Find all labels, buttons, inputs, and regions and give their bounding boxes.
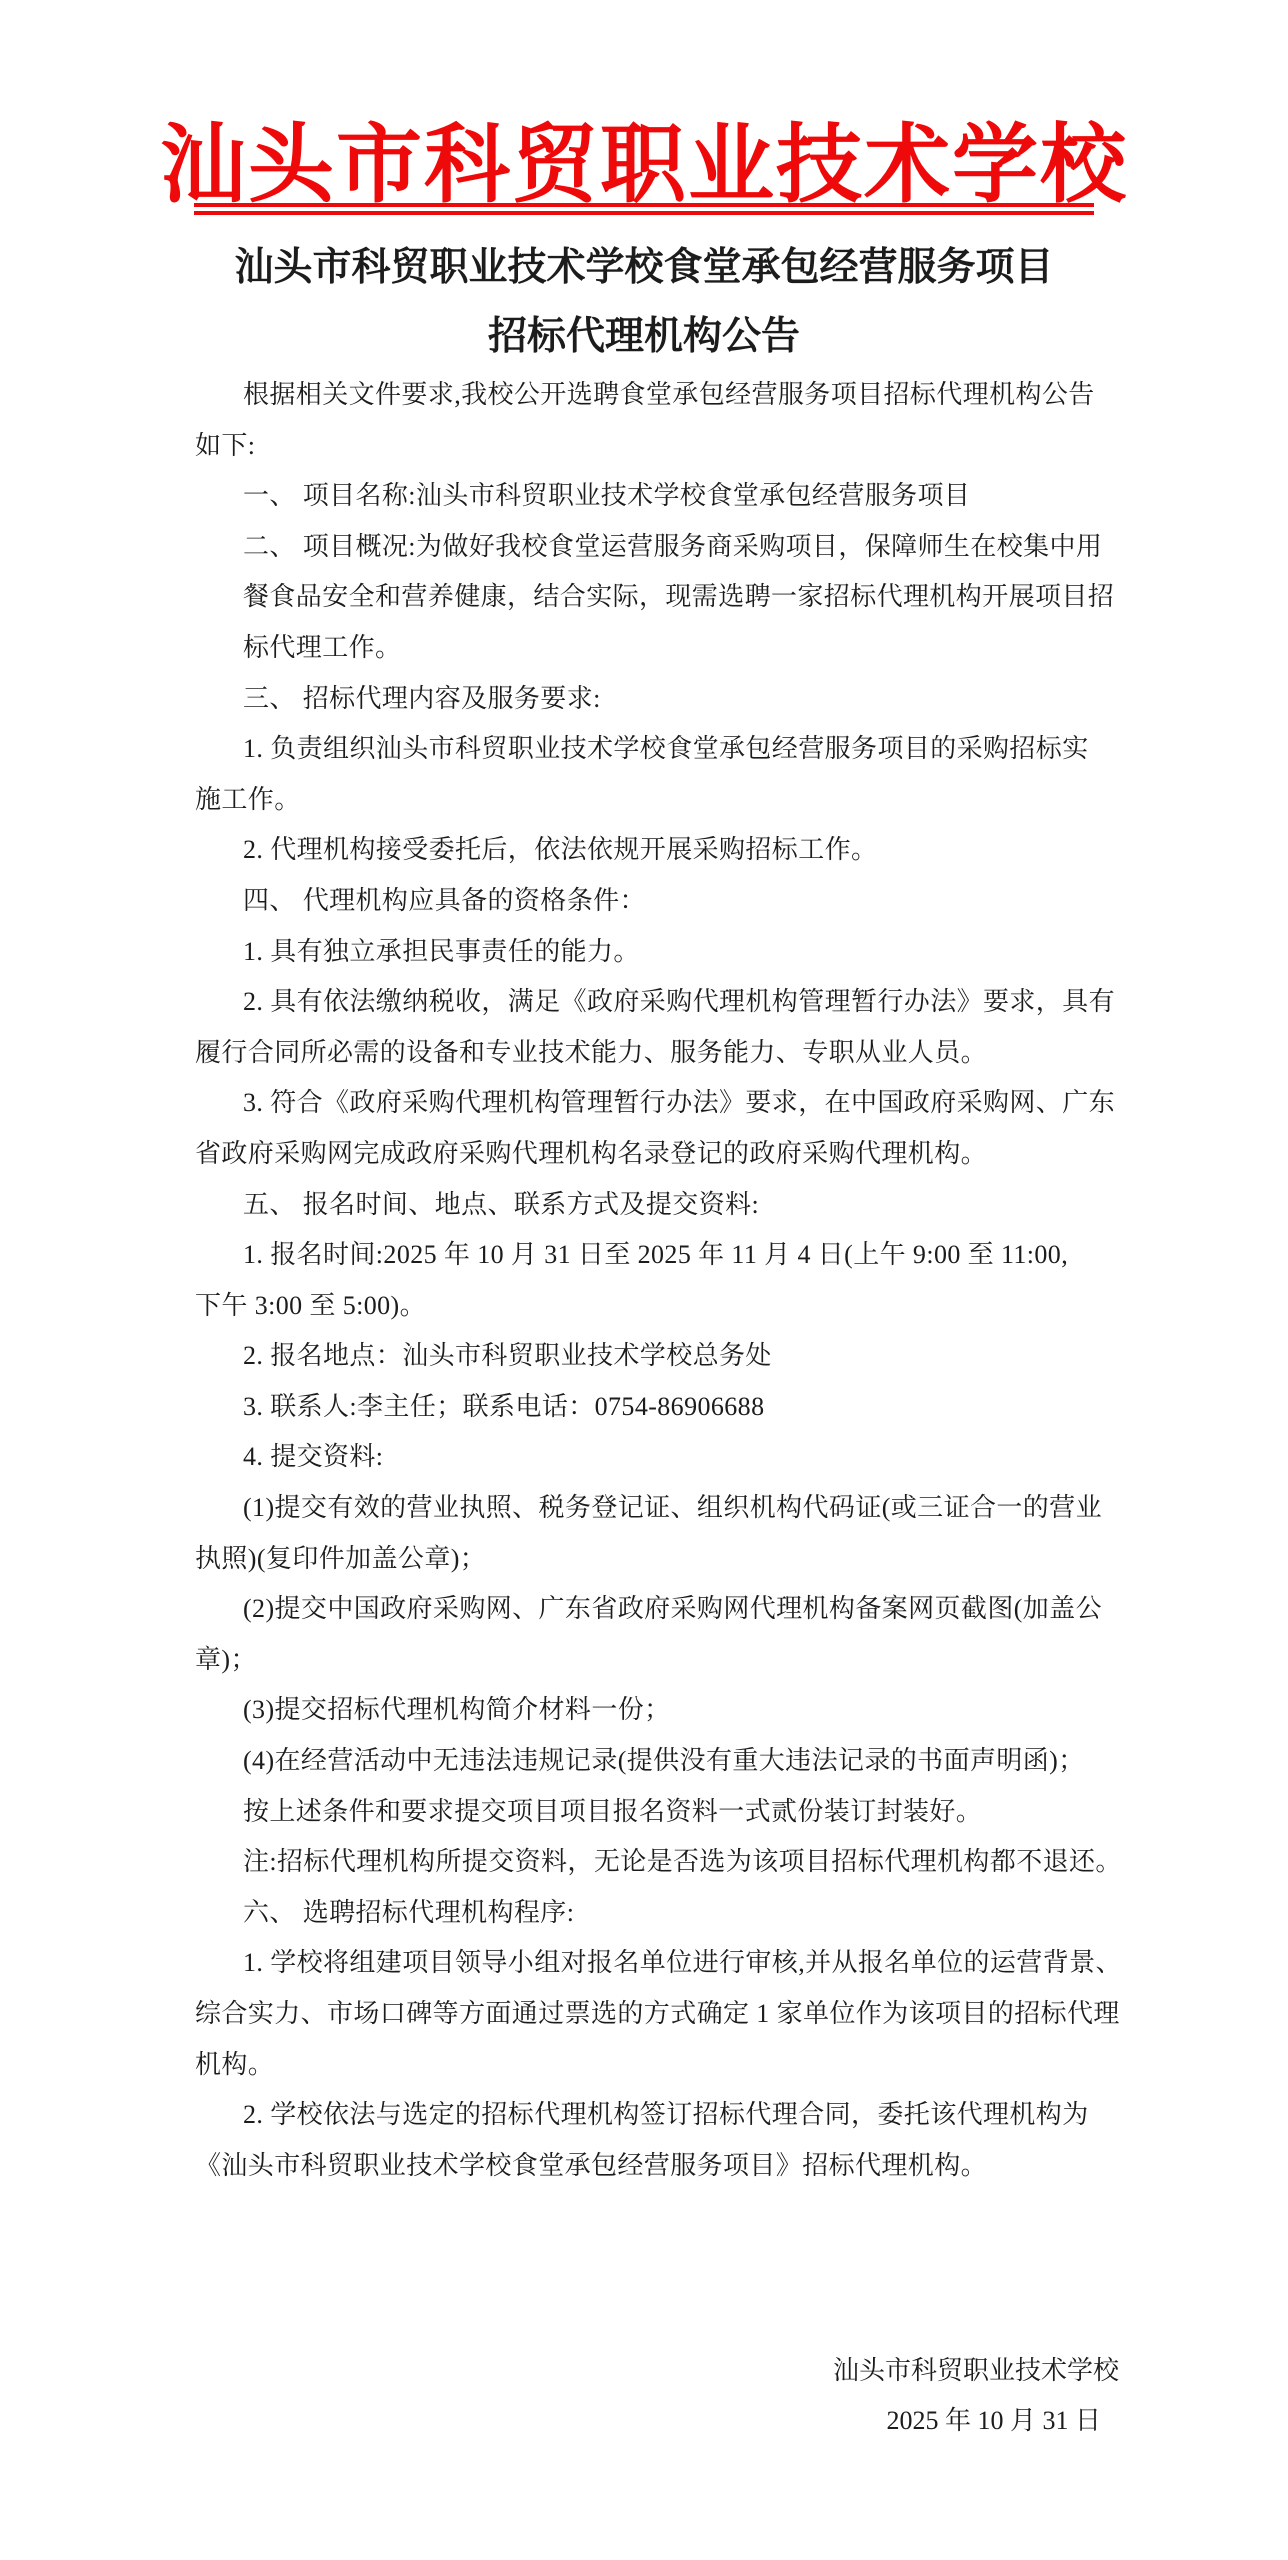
body-line: 机构。	[195, 2049, 275, 2079]
signature-date: 2025 年 10 月 31 日	[886, 2406, 1101, 2435]
body-line: 1. 负责组织汕头市科贸职业技术学校食堂承包经营服务项目的采购招标实	[243, 734, 1089, 764]
body-line: 四、 代理机构应具备的资格条件：	[243, 885, 646, 915]
body-line: 一、 项目名称:汕头市科贸职业技术学校食堂承包经营服务项目	[243, 481, 971, 511]
document-title-line1: 汕头市科贸职业技术学校食堂承包经营服务项目	[234, 246, 1054, 289]
body-line: 章)；	[195, 1644, 257, 1674]
letterhead-double-rule	[194, 203, 1094, 215]
body-line: 2. 具有依法缴纳税收，满足《政府采购代理机构管理暂行办法》要求，具有	[243, 987, 1116, 1017]
letterhead-title: 汕头市科贸职业技术学校	[160, 117, 1128, 213]
body-line: 注:招标代理机构所提交资料，无论是否选为该项目招标代理机构都不退还。	[243, 1847, 1122, 1877]
body-line: 3. 符合《政府采购代理机构管理暂行办法》要求，在中国政府采购网、广东	[243, 1088, 1116, 1118]
body-line: 履行合同所必需的设备和专业技术能力、服务能力、专职从业人员。	[195, 1037, 988, 1067]
body-line: 1. 具有独立承担民事责任的能力。	[243, 936, 640, 966]
body-line: (1)提交有效的营业执照、税务登记证、组织机构代码证(或三证合一的营业	[243, 1493, 1102, 1523]
body-line: 施工作。	[195, 784, 301, 814]
body-line: 省政府采购网完成政府采购代理机构名录登记的政府采购代理机构。	[195, 1138, 988, 1168]
body-line: 3. 联系人:李主任；联系电话：0754-86906688	[243, 1391, 765, 1421]
body-line: 五、 报名时间、地点、联系方式及提交资料:	[243, 1189, 760, 1219]
body-line: 二、 项目概况:为做好我校食堂运营服务商采购项目，保障师生在校集中用	[243, 531, 1103, 561]
body-line: 4. 提交资料:	[243, 1442, 384, 1472]
body-line: (4)在经营活动中无违法违规记录(提供没有重大违法记录的书面声明函)；	[243, 1746, 1085, 1776]
body-line: 按上述条件和要求提交项目项目报名资料一式贰份装订封装好。	[243, 1796, 983, 1826]
signature-school-name: 汕头市科贸职业技术学校	[832, 2356, 1119, 2385]
body-line: (2)提交中国政府采购网、广东省政府采购网代理机构备案网页截图(加盖公	[243, 1594, 1102, 1624]
body-line: 餐食品安全和营养健康，结合实际，现需选聘一家招标代理机构开展项目招	[243, 582, 1115, 612]
body-line: 标代理工作。	[243, 632, 402, 662]
body-line: 执照)(复印件加盖公章)；	[195, 1543, 487, 1573]
body-line: 《汕头市科贸职业技术学校食堂承包经营服务项目》招标代理机构。	[195, 2150, 988, 2180]
body-line: 1. 学校将组建项目领导小组对报名单位进行审核,并从报名单位的运营背景、	[243, 1948, 1122, 1978]
body-line: 2. 学校依法与选定的招标代理机构签订招标代理合同，委托该代理机构为	[243, 2100, 1089, 2130]
body-line: 三、 招标代理内容及服务要求:	[243, 683, 601, 713]
document-title-line2: 招标代理机构公告	[487, 315, 800, 358]
body-line: 下午 3:00 至 5:00)。	[195, 1290, 427, 1320]
body-line: 六、 选聘招标代理机构程序:	[243, 1897, 575, 1927]
body-line: 如下:	[195, 430, 256, 460]
body-line: 2. 报名地点：汕头市科贸职业技术学校总务处	[243, 1341, 772, 1371]
body-line: 1. 报名时间:2025 年 10 月 31 日至 2025 年 11 月 4 日(上午 9:00 至 11:00,	[243, 1240, 1069, 1270]
body-line: 根据相关文件要求,我校公开选聘食堂承包经营服务项目招标代理机构公告	[243, 380, 1095, 409]
body-line: 综合实力、市场口碑等方面通过票选的方式确定 1 家单位作为该项目的招标代理	[195, 1999, 1120, 2028]
body-line: 2. 代理机构接受委托后，依法依规开展采购招标工作。	[243, 835, 878, 865]
body-line: (3)提交招标代理机构简介材料一份；	[243, 1695, 671, 1725]
document-body	[195, 370, 1122, 2191]
